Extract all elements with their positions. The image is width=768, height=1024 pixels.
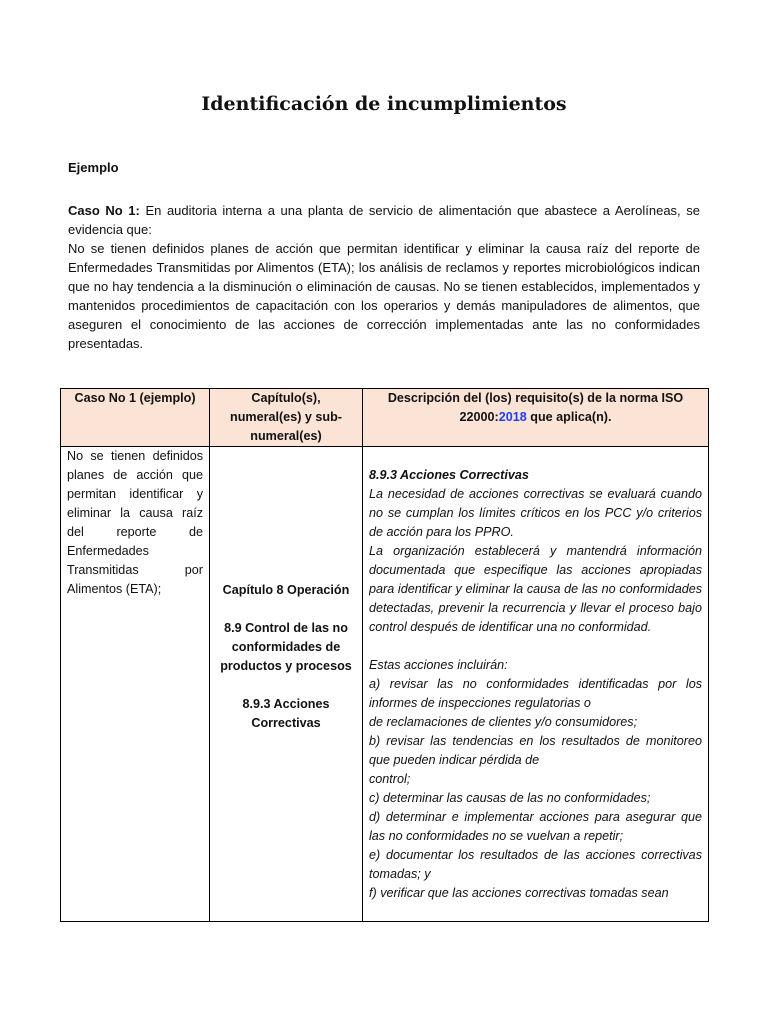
header-chapter: Capítulo(s), numeral(es) y sub-numeral(es) [210,389,363,447]
item-c: c) determinar las causas de las no conformidades; [369,791,651,805]
header-description-end: que aplica(n). [526,410,612,424]
item-e: e) documentar los resultados de las acciones correctivas tomadas; y [369,848,702,881]
item-d: d) determinar e implementar acciones para asegurar que las no conformidades no se vuelvan a repetir; [369,810,702,843]
chapter-operation: Capítulo 8 Operación [222,583,350,597]
page-title: Identificación de incumplimientos [201,93,567,115]
chapter-control: 8.9 Control de las no conformidades de productos y procesos [220,621,352,673]
cell-description [363,447,709,922]
chapter-actions: 8.9.3 Acciones Correctivas [242,697,330,730]
requirements-table [60,388,709,922]
item-a-cont: de reclamaciones de clientes y/o consumidores; [369,715,638,729]
case-label: Caso No 1: [68,203,140,218]
header-case: Caso No 1 (ejemplo) [61,389,210,447]
header-year: 2018 [498,410,527,424]
example-heading: Ejemplo [68,160,119,175]
cell-chapter [210,447,363,922]
item-f: f) verificar que las acciones correctivas tomadas sean [369,886,669,900]
case-intro: En auditoria interna a una planta de servicio de alimentación que abastece a Aerolíneas, se evidencia que: [68,203,700,237]
case-body: No se tienen definidos planes de acción que permitan identificar y eliminar la causa raíz del reporte de Enfermedades Transmitidas por Alimentos (ETA); los análisis de reclamos y reportes microbiológicos indican que no hay tendencia a la disminución o eliminación de causas. No se tienen establecidos, implementados y mantenidos procedimientos de capacitación con los operarios y demás manipuladores de alimentos, que aseguren el conocimiento de las acciones de corrección implementadas ante las no conformidades presentadas. [68,241,700,351]
item-a: a) revisar las no conformidades identificadas por los informes de inspecciones regulatorias o [369,677,702,710]
item-b: b) revisar las tendencias en los resultados de monitoreo que pueden indicar pérdida de [369,734,702,767]
description-p1: La necesidad de acciones correctivas se evaluará cuando no se cumplan los límites críticos en los PCC y/o criterios de acción para los PPRO. [369,487,702,539]
description-heading: 8.9.3 Acciones Correctivas [369,468,529,482]
header-description-text: Descripción del (los) requisito(s) de la norma ISO 22000: [387,391,684,424]
item-b-cont: control; [369,772,411,786]
header-description [363,389,709,447]
description-p3: Estas acciones incluirán: [369,658,508,672]
cell-case-text: No se tienen definidos planes de acción que permitan identificar y eliminar la causa raíz del reporte de Enfermedades Transmitidas por Alimentos (ETA); [61,447,210,922]
table-header-row [61,389,709,447]
case-paragraph [68,201,700,353]
description-p2: La organización establecerá y mantendrá información documentada que especifique las acciones apropiadas para identificar y eliminar la causa de las no conformidades detectadas, prevenir la recurrencia y llevar el proceso bajo control después de identificar una no conformidad. [369,544,702,634]
table-row [61,447,709,922]
